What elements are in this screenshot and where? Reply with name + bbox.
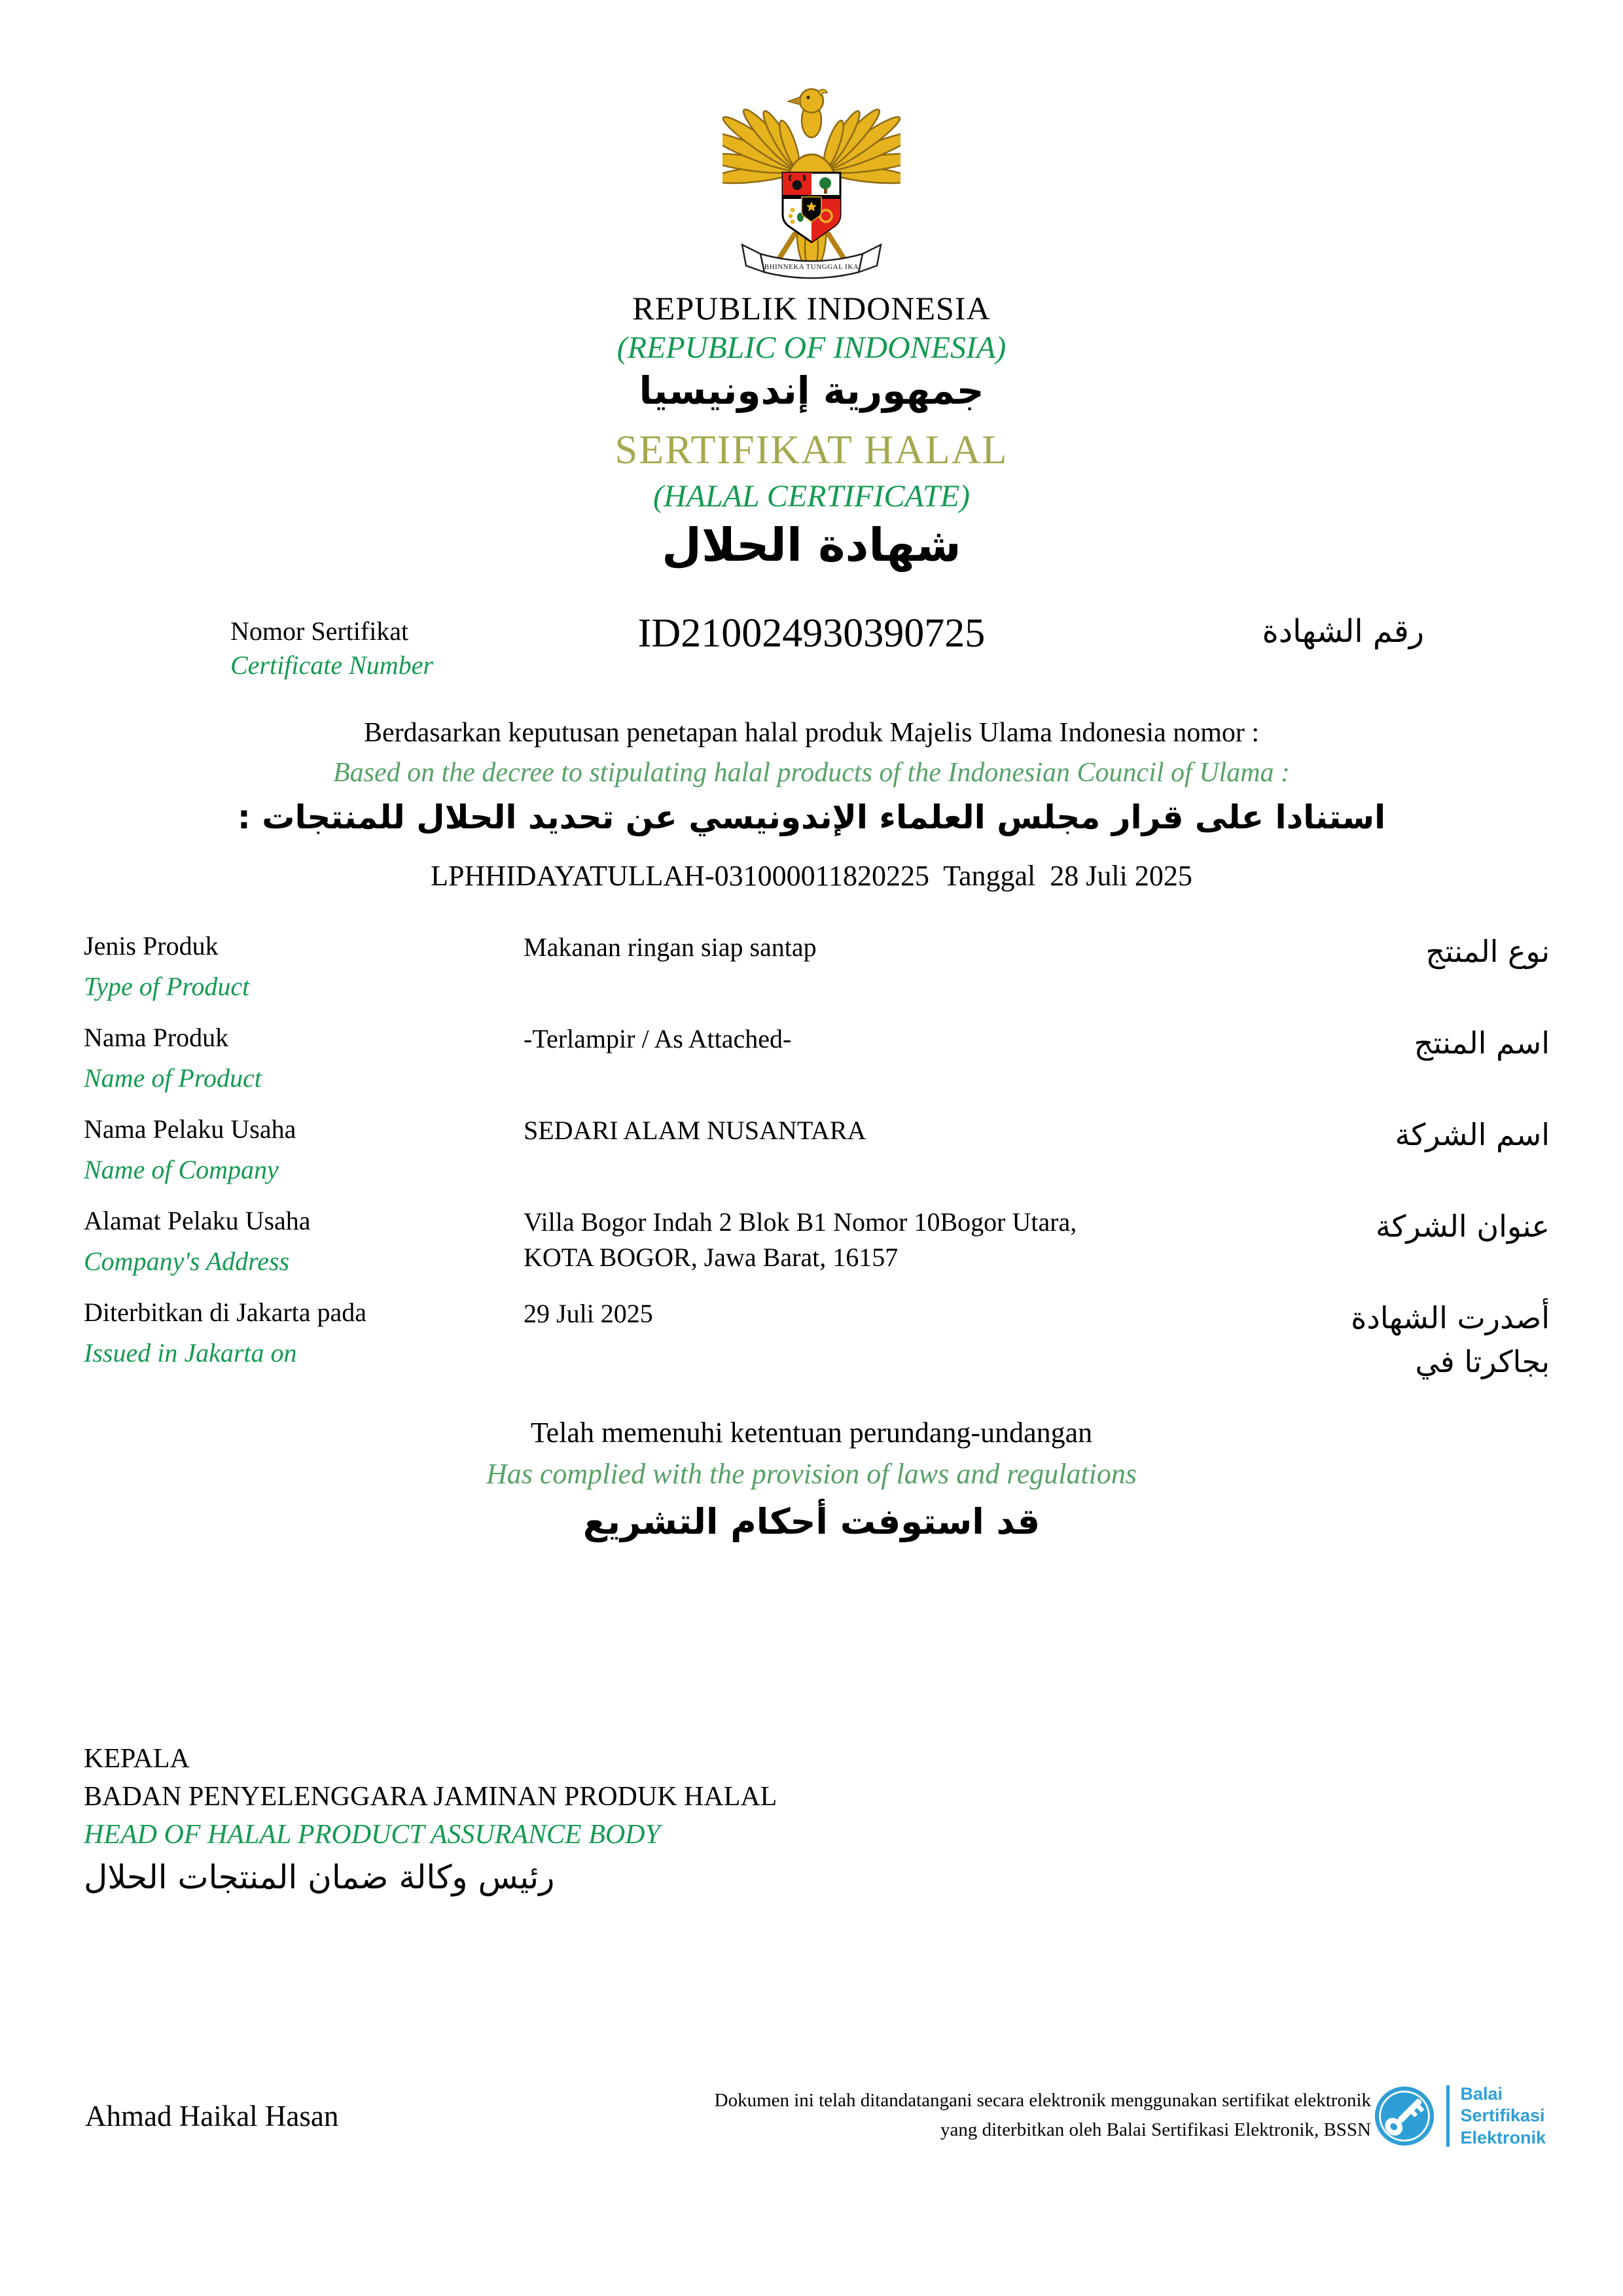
field-value [524, 1021, 1144, 1057]
field-label-id: Jenis Produk [84, 931, 219, 961]
field-label-ar [1144, 1296, 1550, 1383]
certificate-number-label-id: Nomor Sertifikat [230, 616, 409, 646]
field-label [84, 930, 524, 1003]
decree-line-id: Berdasarkan keputusan penetapan halal produk Majelis Ulama Indonesia nomor : [363, 718, 1260, 749]
title-certificate-arabic: شهادة الحلال [662, 518, 961, 572]
field-value-line: -Terlampir / As Attached- [524, 1024, 792, 1054]
field-label-en: Issued in Jakarta on [84, 1338, 297, 1368]
certificate-number-value: ID210024930390725 [637, 611, 986, 656]
bse-logo-line: Elektronik [1460, 2127, 1546, 2147]
field-label-en: Type of Product [84, 972, 250, 1002]
field-label-ar [1144, 1113, 1550, 1157]
field-label-ar-line: نوع المنتج [1425, 934, 1550, 970]
field-value-line: SEDARI ALAM NUSANTARA [524, 1116, 866, 1146]
certificate-number-label [230, 614, 433, 682]
bse-logo-line: Balai [1460, 2084, 1503, 2104]
field-row-jenis-produk [84, 930, 1550, 1021]
field-value-line: KOTA BOGOR, Jawa Barat, 16157 [524, 1243, 899, 1273]
field-label-ar [1144, 1021, 1550, 1065]
field-label-ar-line: عنوان الشركة [1375, 1209, 1550, 1245]
field-label [84, 1113, 524, 1186]
certificate-number-row [0, 610, 1623, 696]
signatory-title-en: HEAD OF HALAL PRODUCT ASSURANCE BODY [84, 1819, 660, 1850]
signatory-name: Ahmad Haikal Hasan [85, 2100, 339, 2132]
field-value [524, 930, 1144, 965]
garuda-pancasila-emblem [722, 77, 901, 281]
garuda-pancasila-icon [722, 77, 901, 281]
field-row-nama-produk [84, 1021, 1550, 1113]
signatory-block [0, 1740, 1623, 1899]
field-label-en: Company's Address [84, 1246, 290, 1277]
decree-block [0, 715, 1623, 894]
disclaimer-line: Dokumen ini telah ditandatangani secara elektronik menggunakan sertifikat elektronik [714, 2090, 1371, 2111]
title-republik-indonesia: REPUBLIK INDONESIA [632, 290, 991, 327]
field-row-nama-pelaku-usaha [84, 1113, 1550, 1205]
compliance-block [0, 1414, 1623, 1545]
field-label-id: Nama Produk [84, 1023, 229, 1053]
field-value-line: 29 Juli 2025 [524, 1299, 653, 1329]
field-label-ar [1144, 930, 1550, 974]
field-label-ar [1144, 1205, 1550, 1248]
field-label-en: Name of Product [84, 1063, 262, 1093]
title-republic-of-indonesia: (REPUBLIC OF INDONESIA) [616, 330, 1007, 365]
bse-key-icon [1373, 2085, 1436, 2147]
signatory-title-ar: رئيس وكالة ضمان المنتجات الحلال [84, 1858, 555, 1897]
signatory-body-id: BADAN PENYELENGGARA JAMINAN PRODUK HALAL [84, 1781, 777, 1812]
compliance-line-ar: قد استوفت أحكام التشريع [582, 1501, 1041, 1543]
field-label-en: Name of Company [84, 1155, 279, 1185]
field-value-line: Villa Bogor Indah 2 Blok B1 Nomor 10Bogor Utara, [524, 1207, 1077, 1237]
compliance-line-en: Has complied with the provision of laws and regulations [486, 1458, 1137, 1491]
footer [0, 2068, 1623, 2238]
disclaimer-line: yang diterbitkan oleh Balai Sertifikasi Elektronik, BSSN [940, 2119, 1371, 2140]
decree-line-ar: استنادا على قرار مجلس العلماء الإندونيسي عن تحديد الحلال للمنتجات : [237, 798, 1386, 837]
decree-number-line: LPHHIDAYATULLAH-031000011820225 Tanggal 28 Juli 2025 [431, 859, 1192, 892]
field-value [524, 1113, 1144, 1148]
garuda-head [788, 89, 827, 113]
field-label-ar-line: اسم المنتج [1414, 1025, 1550, 1061]
garuda-motto-text: BHINNEKA TUNGGAL IKA [764, 263, 859, 271]
garuda-shield [783, 173, 840, 245]
field-label [84, 1021, 524, 1095]
field-label [84, 1296, 524, 1369]
field-label-id: Nama Pelaku Usaha [84, 1114, 296, 1144]
certificate-fields [0, 930, 1623, 1388]
field-value [524, 1205, 1144, 1275]
title-halal-certificate: (HALAL CERTIFICATE) [652, 478, 970, 514]
bse-logo-text [1460, 2083, 1546, 2149]
field-value [524, 1296, 1144, 1332]
field-label-id: Diterbitkan di Jakarta pada [84, 1298, 367, 1328]
signatory-title-id: KEPALA [84, 1743, 190, 1774]
bse-logo-line: Sertifikasi [1460, 2106, 1545, 2126]
field-label-ar-line: اسم الشركة [1395, 1117, 1550, 1153]
bse-logo-divider [1446, 2085, 1450, 2147]
field-label-ar-line: بجاكرتا في [1415, 1343, 1550, 1379]
compliance-line-id: Telah memenuhi ketentuan perundang-undangan [530, 1417, 1093, 1449]
field-value-line: Makanan ringan siap santap [524, 932, 817, 963]
field-label-ar-line: أصدرت الشهادة [1351, 1300, 1550, 1336]
decree-line-en: Based on the decree to stipulating halal products of the Indonesian Council of Ulama : [332, 757, 1291, 788]
field-label [84, 1205, 524, 1278]
electronic-signature-disclaimer [715, 2086, 1371, 2145]
certificate-number-label-ar: رقم الشهادة [1262, 613, 1424, 650]
field-row-alamat-pelaku-usaha [84, 1205, 1550, 1296]
field-label-id: Alamat Pelaku Usaha [84, 1206, 311, 1236]
balai-sertifikasi-elektronik-logo [1373, 2083, 1546, 2149]
title-republic-arabic: جمهورية إندونيسيا [639, 368, 984, 413]
title-sertifikat-halal: SERTIFIKAT HALAL [615, 427, 1008, 472]
certificate-number-label-en: Certificate Number [230, 650, 433, 680]
field-row-diterbitkan [84, 1296, 1550, 1388]
